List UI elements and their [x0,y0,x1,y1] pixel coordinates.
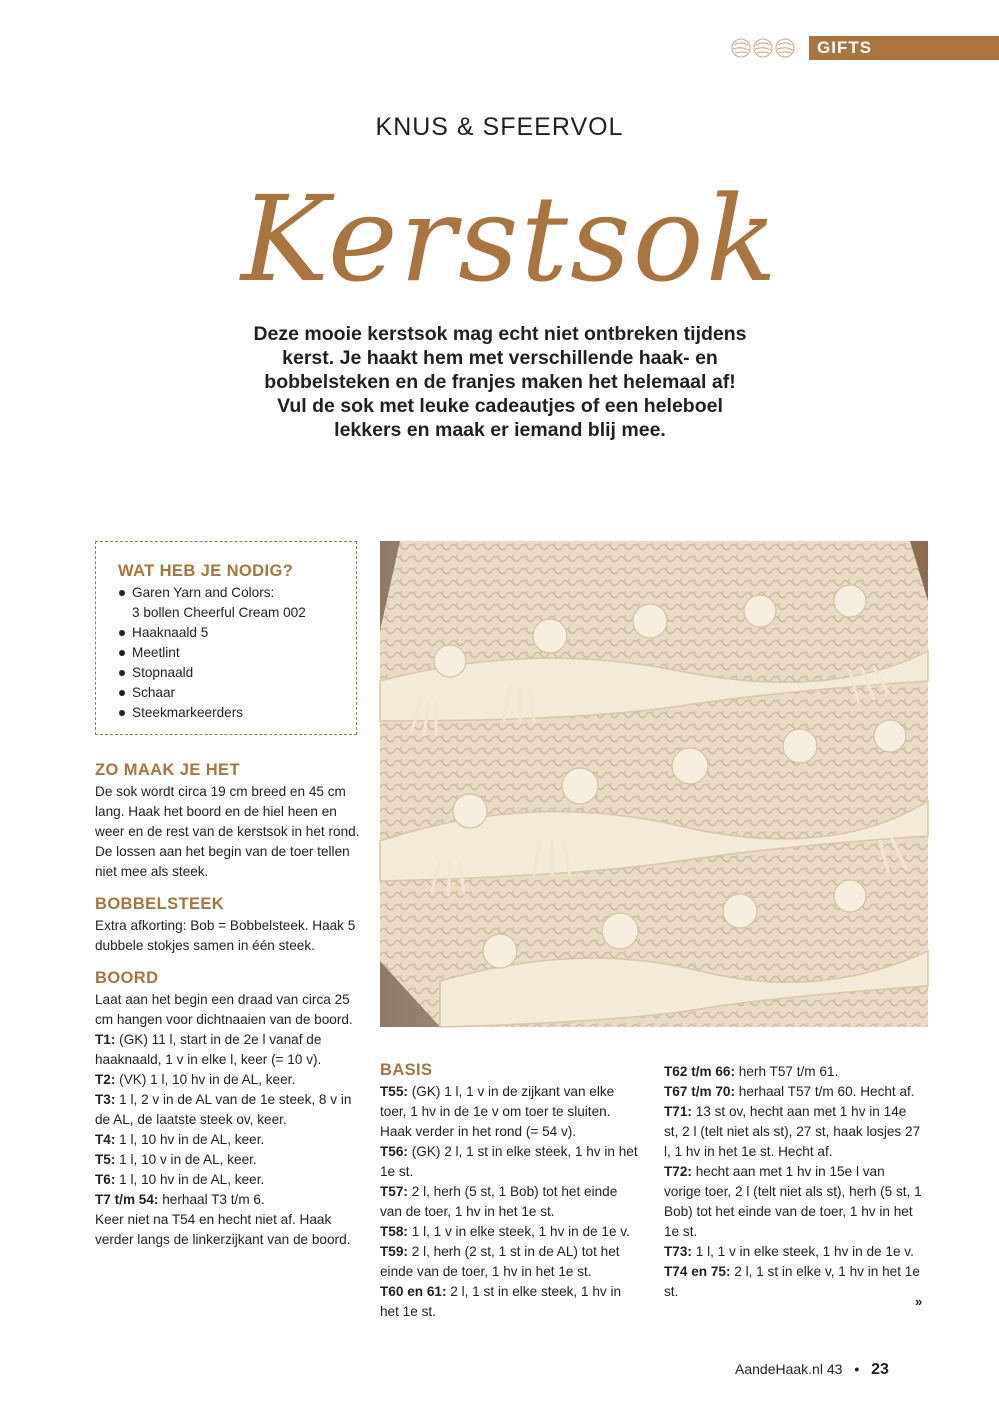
boord-outro: Keer niet na T54 en hecht niet af. Haak verder langs de linkerzijkant van de boord. [95,1212,351,1247]
column-middle [380,1060,642,1322]
intro-line: lekkers en maak er iemand blij mee. [334,419,666,441]
instruction-row: T4: 1 l, 10 hv in de AL, keer. [95,1132,265,1147]
column-right [664,1062,924,1302]
list-item: Steekmarkeerders [118,703,346,723]
section-label: GIFTS [817,38,873,57]
instruction-row: T67 t/m 70: herhaal T57 t/m 60. Hecht af. [664,1084,915,1099]
list-item: Schaar [118,683,346,703]
instruction-row: T1: (GK) 11 l, start in de 2e l vanaf de haaknaald, 1 v in elke l, keer (= 10 v). [95,1032,322,1067]
yarn-balls-icon [730,36,802,60]
footer-bullet: • [854,1361,860,1377]
instruction-row: T7 t/m 54: herhaal T3 t/m 6. [95,1192,265,1207]
column-left [95,760,363,1250]
instruction-row: T2: (VK) 1 l, 10 hv in de AL, keer. [95,1072,296,1087]
instruction-row: T55: (GK) 1 l, 1 v in de zijkant van elke toer, 1 hv in de 1e v om toer te sluiten. Haak verder in het rond (= 54 v). [380,1084,615,1139]
page-title-text: Kerstsok [240,170,780,308]
instruction-row: T72: hecht aan met 1 hv in 15e l van vorige toer, 2 l (telt niet als st), herh (5 st, 1 Bob) tot het einde van de toer, 1 hv in het 1e st. [664,1164,922,1239]
page-footer [735,1361,889,1379]
materials-title: WAT HEB JE NODIG? [118,562,294,580]
how-text: De sok wordt circa 19 cm breed en 45 cm lang. Haak het boord en de hiel heen en weer en de rest van de kerstsok in het rond. De lossen aan het begin van de toer tellen niet mee als steek. [95,784,360,879]
section-tab [809,36,999,60]
list-item: 3 bollen Cheerful Cream 002 [132,605,306,620]
intro-line: kerst. Je haakt hem met verschillende haak- en [282,347,718,369]
instruction-row: T62 t/m 66: herh T57 t/m 61. [664,1064,839,1079]
kicker: KNUS & SFEERVOL [375,113,624,141]
instruction-row: T57: 2 l, herh (5 st, 1 Bob) tot het einde van de toer, 1 hv in het 1e st. [380,1184,618,1219]
intro-line: Vul de sok met leuke cadeautjes of een heleboel [277,395,723,417]
instruction-row: T56: (GK) 2 l, 1 st in elke steek, 1 hv in het 1e st. [380,1144,638,1179]
instruction-row: T60 en 61: 2 l, 1 st in elke steek, 1 hv in het 1e st. [380,1284,622,1319]
instruction-row: T59: 2 l, herh (2 st, 1 st in de AL) tot het einde van de toer, 1 hv in het 1e st. [380,1244,620,1279]
intro-line: bobbelsteken en de franjes maken het helemaal af! [264,371,736,393]
boord-title: BOORD [95,969,159,987]
bobbel-title: BOBBELSTEEK [95,895,225,913]
instruction-row: T6: 1 l, 10 hv in de AL, keer. [95,1172,265,1187]
intro-text [200,322,800,442]
page-title [240,170,780,322]
list-item: Meetlint [118,643,346,663]
footer-site: AandeHaak.nl 43 [735,1361,843,1377]
instruction-row: T74 en 75: 2 l, 1 st in elke v, 1 hv in het 1e st. [664,1264,920,1299]
page-number: 23 [871,1361,889,1378]
basis-title: BASIS [380,1061,433,1079]
materials-list [118,583,346,723]
instruction-row: T58: 1 l, 1 v in elke steek, 1 hv in de 1e v. [380,1224,630,1239]
stocking-photo [380,541,928,1027]
instruction-row: T3: 1 l, 2 v in de AL van de 1e steek, 8 v in de AL, de laatste steek ov, keer. [95,1092,352,1127]
continue-marker: » [915,1294,923,1309]
intro-line: Deze mooie kerstsok mag echt niet ontbreken tijdens [253,323,747,345]
how-title: ZO MAAK JE HET [95,761,240,779]
list-item: Garen Yarn and Colors: [118,583,346,603]
instruction-row: T73: 1 l, 1 v in elke steek, 1 hv in de 1e v. [664,1244,914,1259]
list-item: Haaknaald 5 [118,623,346,643]
instruction-row: T71: 13 st ov, hecht aan met 1 hv in 14e st, 2 l (telt niet als st), 27 st, haak losjes 27 l, 1 hv in het 1e st. Hecht af. [664,1104,921,1159]
bobbel-text: Extra afkorting: Bob = Bobbelsteek. Haak 5 dubbele stokjes samen in één steek. [95,918,356,953]
materials-box [95,541,357,735]
list-item: Stopnaald [118,663,346,683]
boord-intro: Laat aan het begin een draad van circa 25 cm hangen voor dichtnaaien van de boord. [95,992,353,1027]
instruction-row: T5: 1 l, 10 v in de AL, keer. [95,1152,257,1167]
